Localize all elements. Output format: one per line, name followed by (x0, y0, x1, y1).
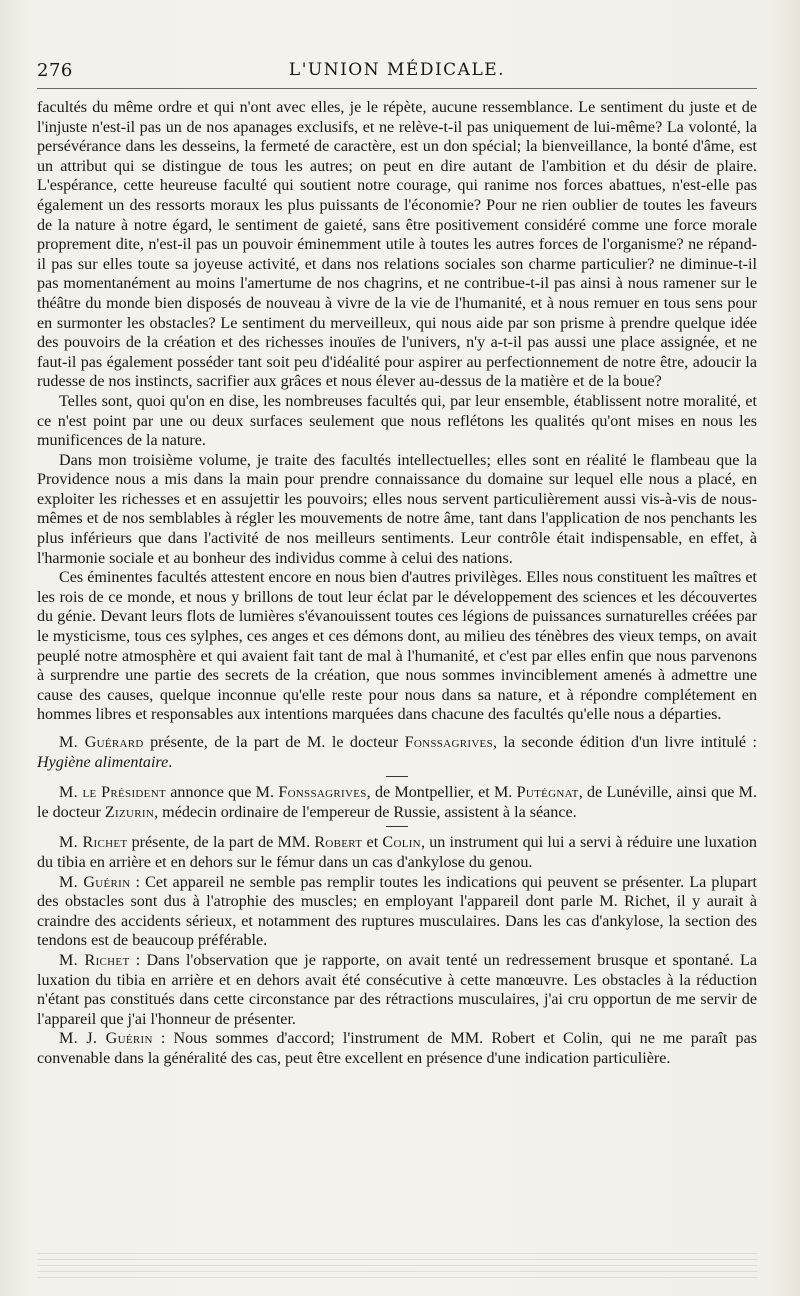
minutes-text: , de Montpellier, et M. (366, 784, 517, 802)
minutes-text: présente, de la part de M. le docteur (143, 734, 405, 751)
speaker-name: M. Richet (59, 834, 128, 852)
speaker-name: M. le Président (59, 784, 166, 802)
minutes-guerard (37, 733, 757, 772)
minutes-text: , la seconde édition d'un livre intitulé : (493, 734, 757, 751)
person-name: Fonssagrives (278, 784, 367, 802)
person-name: Zizurin (104, 803, 155, 821)
minutes-text: annonce que M. (165, 784, 279, 802)
minutes-president (37, 783, 757, 822)
speaker-name: M. Richet (59, 951, 130, 969)
minutes-text: : Cet appareil ne semble pas remplir toutes les indications qui peuvent se présenter. La plupart des obstacles sont dus à l'atrophie des muscles; en employant l'appareil dont parle M. Richet, il y aurait à craindre des accidents sérieux, et notamment des ruptures musculaires. Dans les cas d'ankylose, la section des tendons est de beaucoup préférable. (37, 873, 757, 950)
section-divider (386, 776, 408, 777)
speaker-name: M. J. Guérin (59, 1030, 153, 1048)
speaker-name: M. Guérard (59, 734, 144, 751)
paragraph-moral-faculties: Telles sont, quoi qu'on en dise, les nombreuses facultés qui, par leur ensemble, établissent notre moralité, et ce n'est point par une ou deux surfaces seulement que nous reflétons les qualités qu'ont mises en nous les munificences de la nature. (37, 392, 757, 450)
running-title: L'UNION MÉDICALE. (288, 60, 506, 80)
minutes-text: : Nous sommes d'accord; l'instrument de MM. Robert et Colin, qui ne me paraît pas convenable dans la généralité des cas, peut être excellent en présence d'une indication particulière. (37, 1030, 757, 1067)
book-title: Hygiène alimentaire (37, 753, 169, 771)
minutes-text: , un instrument qui lui a servi à réduire une luxation du tibia en arrière et en dehors sur le fémur dans un cas d'ankylose du genou. (37, 834, 757, 871)
section-divider (386, 826, 408, 827)
paragraph-intellectual-faculties: Ces éminentes facultés attestent encore en nous bien d'autres privilèges. Elles nous constituent les maîtres et les rois de ce monde, et nous y brillons de tout leur éclat par le développement des sciences et les découvertes du génie. Devant leurs flots de lumières s'évanouissent toutes ces légions de puissances surnaturelles créées par le mysticisme, tous ces sylphes, ces anges et ces démons dont, au milieu des ténèbres des vieux temps, on avait peuplé notre atmosphère et qui avaient fait tant de mal à l'humanité, et c'est par elles enfin que nous parvenons à surprendre une partie des secrets de la création, que nous sommes invinciblement amenés à admettre une cause des causes, quelque inconnue qu'elle reste pour nous dans sa nature, et à répondre complétement en hommes libres et responsables aux intentions marquées dans chacune des facultés qu'elle nous a départies. (37, 569, 757, 724)
minutes-text: : Dans l'observation que je rapporte, on avait tenté un redressement brusque et spontané. La luxation du tibia en arrière et en dehors avait été consécutive à cette manœuvre. Les obstacles à la réduction n'étant pas constitués dans cette circonstance par des rétractions musculaires, j'ai cru opportun de me servir de l'appareil que j'ai l'honneur de présenter. (37, 951, 757, 1028)
minutes-text: et (362, 834, 383, 852)
minutes-guerin-reply (37, 873, 757, 951)
minutes-text: , médecin ordinaire de l'empereur de Russie, assistent à la séance. (154, 803, 577, 821)
minutes-richet-reply (37, 951, 757, 1029)
header-rule (37, 88, 757, 89)
person-name: Robert (314, 834, 363, 852)
show-through-bleed (37, 1248, 757, 1278)
minutes-j-guerin-reply (37, 1029, 757, 1068)
minutes-text: . (168, 753, 173, 771)
page-body (37, 98, 757, 1248)
minutes-text: , de Lunéville, ainsi que M. le docteur (37, 784, 757, 821)
person-name: Colin (382, 834, 421, 852)
speaker-name: M. Guérin (59, 873, 131, 891)
paragraph-third-volume: Dans mon troisième volume, je traite des facultés intellectuelles; elles sont en réalité le flambeau que la Providence nous a mis dans la main pour prendre connaissance du domaine sur lequel elle nous a placé, en exploiter les richesses et en assujettir les pouvoirs; elles nous servent particulièrement aussi vis-à-vis de nous-mêmes et de nos semblables à régler les mouvements de notre âme, tant dans l'application de nos penchants les plus inférieurs que dans l'activité de nos meilleurs sentiments. Leur contrôle était indispensable, en effet, à l'harmonie sociale et au bonheur des individus comme à celui des nations. (37, 451, 757, 567)
minutes-text: présente, de la part de MM. (127, 834, 315, 852)
minutes-richet-presentation (37, 833, 757, 872)
paragraph-continued: facultés du même ordre et qui n'ont avec elles, je le répète, aucune ressemblance. Le sentiment du juste et de l'injuste n'est-il pas un de nos apanages exclusifs, et ne relève-t-il pas uniquement de lui-même? La volonté, la persévérance dans les desseins, la fermeté de caractère, est un don spécial; la bienveillance, la bonté d'âme, est un attribut qui se distingue de tous les autres; on peut en dire autant de l'ambition et du désir de plaire. L'espérance, cette heureuse faculté qui soutient notre courage, qui ranime nos forces abattues, n'est-elle pas également un des ressorts moraux les plus puissants de l'économie? Pour ne rien oublier de toutes les faveurs de la nature à notre égard, le sentiment de gaieté, sans être positivement considéré comme une force morale proprement dite, n'est-il pas un pouvoir éminemment utile à toutes les autres forces de l'organisme? ne répand-il pas sur elles toute sa joyeuse activité, et dans nos relations sociales son charme particulier? ne diminue-t-il pas momentanément au moins l'amertume de nos chagrins, et ne contribue-t-il pas ainsi à nous ramener sur le théâtre du monde bien disposés de nouveau à vivre de la vie de l'humanité, et à nous remuer en tous sens pour en surmonter les obstacles? Le sentiment du merveilleux, qui nous aide par son prisme à prendre quelque idée des pouvoirs de la création et des richesses inouïes de l'univers, n'y a-t-il pas aussi une place assignée, et ne faut-il pas également posséder tant soit peu d'idéalité pour aspirer au perfectionnement de notre être, adoucir la rudesse de nos instincts, sacrifier aux grâces et nous élever au-dessus de la matière et de la boue? (37, 99, 757, 391)
person-name: Putégnat (516, 784, 579, 802)
person-name: Fonssagrives (404, 734, 493, 751)
page-header (37, 60, 757, 88)
page-number: 276 (37, 60, 73, 81)
